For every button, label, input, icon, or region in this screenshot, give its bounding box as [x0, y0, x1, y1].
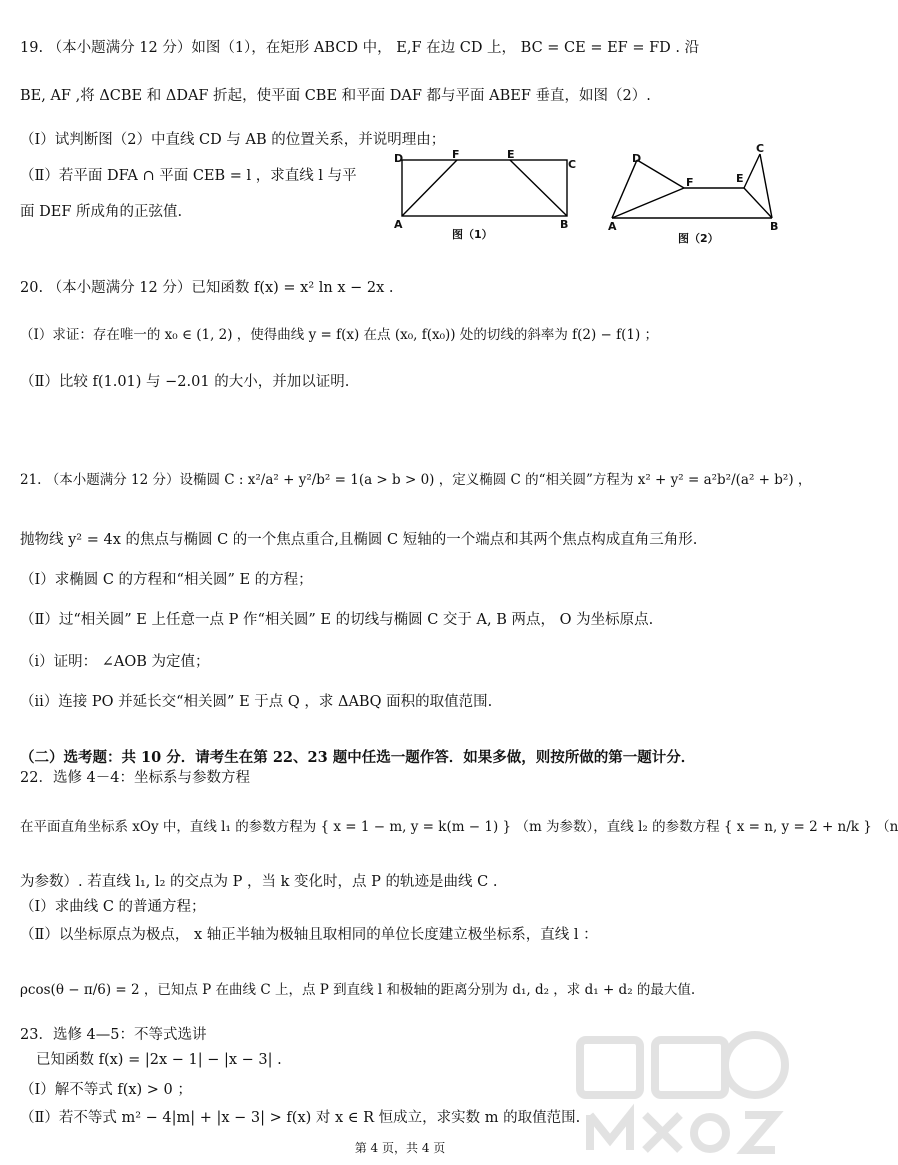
- fig2-label-E: E: [736, 172, 744, 185]
- q23-title: 23．选修 4—5：不等式选讲: [20, 1027, 207, 1043]
- q19-part2a: （Ⅱ）若平面 DFA ∩ 平面 CEB = l ，求直线 l 与平: [20, 168, 357, 184]
- fig1-label-C: C: [568, 158, 577, 171]
- q21-part1: （Ⅰ）求椭圆 C 的方程和“相关圆” E 的方程；: [20, 572, 313, 588]
- optional-header: （二）选考题：共 10 分．请考生在第 22、23 题中任选一题作答．如果多做，则按所做的第一题计分．: [20, 749, 696, 766]
- figure-2: [602, 142, 792, 244]
- fig2-label-A: A: [608, 220, 617, 233]
- fig2-label-C: C: [756, 142, 765, 155]
- q20-part1: （Ⅰ）求证：存在唯一的 x₀ ∈ (1, 2) ，使得曲线 y = f(x) 在点 (x₀, f(x₀)) 处的切线的斜率为 f(2) − f(1) ；: [20, 327, 659, 343]
- fig1-label-F: F: [452, 148, 460, 161]
- q20-part2: （Ⅱ）比较 f(1.01) 与 −2.01 的大小，并加以证明.: [20, 374, 350, 390]
- watermark-drawing: [570, 1030, 795, 1160]
- q21-line1: 21. （本小题满分 12 分）设椭圆 C : x²/a² + y²/b² = 1(a > b > 0) ，定义椭圆 C 的“相关圆”方程为 x² + y² = a²b²/(a² + b²) ，: [20, 472, 812, 488]
- q21-sub1: （ⅰ）证明： ∠AOB 为定值；: [20, 654, 210, 670]
- q19-line2: BE, AF ,将 ΔCBE 和 ΔDAF 折起，使平面 CBE 和平面 DAF 都与平面 ABEF 垂直，如图（2）.: [20, 88, 651, 104]
- q22-line1: 在平面直角坐标系 xOy 中，直线 l₁ 的参数方程为 { x = 1 − m, y = k(m − 1) } （m 为参数），直线 l₂ 的参数方程 { x = n, y = 2 + n/k } （n: [20, 819, 898, 835]
- q19-part1: （Ⅰ）试判断图（2）中直线 CD 与 AB 的位置关系，并说明理由；: [20, 132, 446, 148]
- q21-line2: 抛物线 y² = 4x 的焦点与椭圆 C 的一个焦点重合,且椭圆 C 短轴的一个端点和其两个焦点构成直角三角形.: [20, 532, 698, 548]
- fig1-label-B: B: [560, 218, 569, 231]
- fig2-label-F: F: [686, 176, 694, 189]
- figure-1: [390, 148, 580, 243]
- q19-part2b: 面 DEF 所成角的正弦值.: [20, 204, 183, 220]
- q23-part2: （Ⅱ）若不等式 m² − 4|m| + |x − 3| > f(x) 对 x ∈ R 恒成立，求实数 m 的取值范围.: [20, 1110, 581, 1126]
- watermark-logo: [570, 1030, 795, 1160]
- q23-line1: 已知函数 f(x) = |2x − 1| − |x − 3| .: [36, 1052, 282, 1068]
- fig2-label-D: D: [632, 152, 642, 165]
- q21-part2: （Ⅱ）过“相关圆” E 上任意一点 P 作“相关圆” E 的切线与椭圆 C 交于 A, B 两点， O 为坐标原点.: [20, 612, 654, 628]
- fig1-caption: 图（1）: [452, 228, 493, 241]
- q22-part2: （Ⅱ）以坐标原点为极点， x 轴正半轴为极轴且取相同的单位长度建立极坐标系，直线 l ：: [20, 927, 598, 943]
- q22-line3: ρcos(θ − π/6) = 2 ，已知点 P 在曲线 C 上，点 P 到直线 l 和极轴的距离分别为 d₁, d₂ ，求 d₁ + d₂ 的最大值.: [20, 982, 696, 998]
- q20-line1: 20. （本小题满分 12 分）已知函数 f(x) = x² ln x − 2x .: [20, 280, 394, 296]
- fig2-label-B: B: [770, 220, 779, 233]
- q22-line2: 为参数）. 若直线 l₁, l₂ 的交点为 P ，当 k 变化时，点 P 的轨迹是曲线 C .: [20, 874, 498, 890]
- q22-title: 22．选修 4－4：坐标系与参数方程: [20, 770, 251, 786]
- fig1-label-D: D: [394, 152, 404, 165]
- q19-line1: 19. （本小题满分 12 分）如图（1），在矩形 ABCD 中， E,F 在边 CD 上， BC = CE = EF = FD . 沿: [20, 40, 700, 56]
- fig2-caption: 图（2）: [678, 232, 719, 245]
- fig1-label-A: A: [394, 218, 403, 231]
- figure-2-drawing: [602, 142, 792, 244]
- q21-sub2: （ⅱ）连接 PO 并延长交“相关圆” E 于点 Q ，求 ΔABQ 面积的取值范围.: [20, 694, 493, 710]
- page-footer: 第 4 页，共 4 页: [354, 1141, 446, 1155]
- q23-part1: （Ⅰ）解不等式 f(x) > 0 ；: [20, 1082, 192, 1098]
- fig1-label-E: E: [507, 148, 515, 161]
- q22-part1: （Ⅰ）求曲线 C 的普通方程；: [20, 899, 206, 915]
